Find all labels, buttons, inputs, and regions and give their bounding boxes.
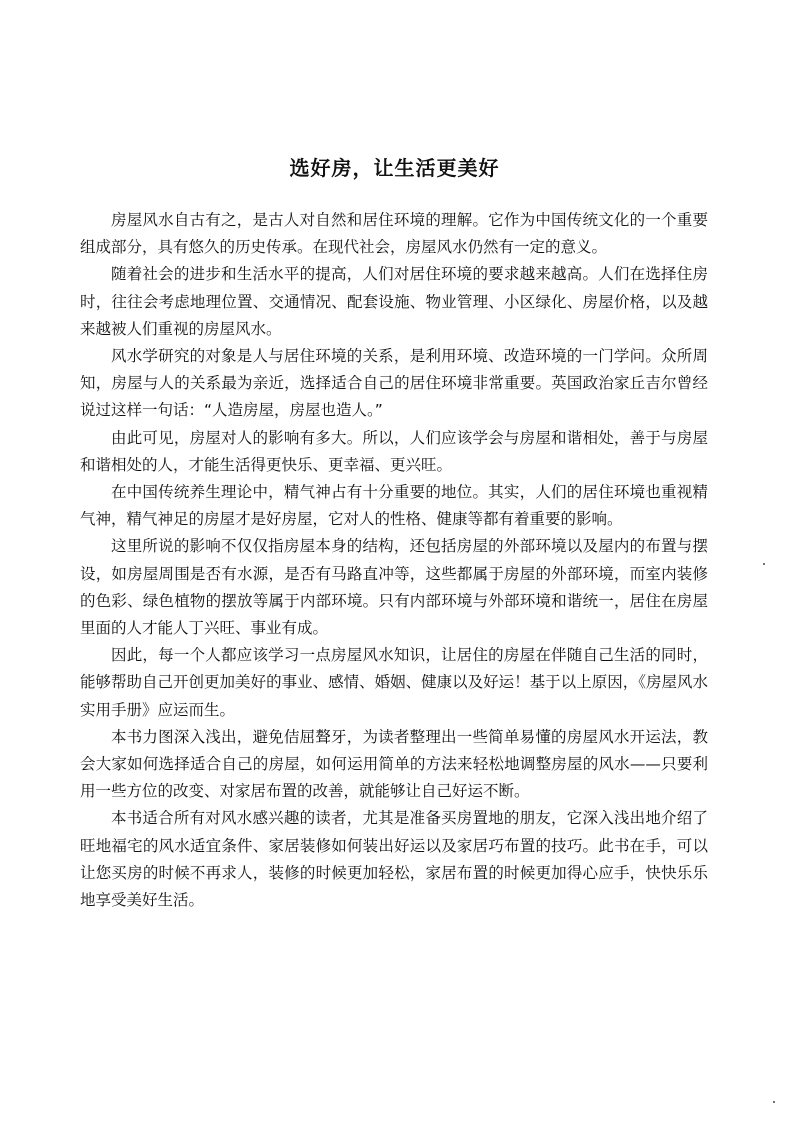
paragraph: 由此可见，房屋对人的影响有多大。所以，人们应该学会与房屋和谐相处，善于与房屋和谐相处的人，才能生活得更快乐、更幸福、更兴旺。 [80,428,708,474]
body-text [80,207,708,914]
scan-speck [763,563,765,565]
paragraph: 这里所说的影响不仅仅指房屋本身的结构，还包括房屋的外部环境以及屋内的布置与摆设，如房屋周围是否有水源，是否有马路直冲等，这些都属于房屋的外部环境，而室内装修的色彩、绿色植物的摆放等属于内部环境。只有内部环境与外部环境和谐统一，居住在房屋里面的人才能人丁兴旺、事业有成。 [80,537,708,638]
paragraph: 在中国传统养生理论中，精气神占有十分重要的地位。其实，人们的居住环境也重视精气神，精气神足的房屋才是好房屋，它对人的性格、健康等都有着重要的影响。 [80,483,708,529]
page-title: 选好房，让生活更美好 [289,156,500,180]
scan-speck [773,1101,775,1103]
paragraph: 风水学研究的对象是人与居住环境的关系，是利用环境、改造环境的一门学问。众所周知，房屋与人的关系最为亲近，选择适合自己的居住环境非常重要。英国政治家丘吉尔曾经说过这样一句话：“人造房屋，房屋也造人。” [80,347,708,420]
paragraph: 本书适合所有对风水感兴趣的读者，尤其是准备买房置地的朋友，它深入浅出地介绍了旺地福宅的风水适宜条件、家居装修如何装出好运以及家居巧布置的技巧。此书在手，可以让您买房的时候不再求人，装修的时候更加轻松，家居布置的时候更加得心应手，快快乐乐地享受美好生活。 [80,809,708,910]
paragraph: 房屋风水自古有之，是古人对自然和居住环境的理解。它作为中国传统文化的一个重要组成部分，具有悠久的历史传承。在现代社会，房屋风水仍然有一定的意义。 [80,211,708,257]
paragraph: 随着社会的进步和生活水平的提高，人们对居住环境的要求越来越高。人们在选择住房时，往往会考虑地理位置、交通情况、配套设施、物业管理、小区绿化、房屋价格，以及越来越被人们重视的房屋风水。 [80,265,708,338]
paragraph: 本书力图深入浅出，避免佶屈聱牙，为读者整理出一些简单易懂的房屋风水开运法，教会大家如何选择适合自己的房屋，如何运用简单的方法来轻松地调整房屋的风水——只要利用一些方位的改变、对家居布置的改善，就能够让自己好运不断。 [80,727,708,801]
paragraph: 因此，每一个人都应该学习一点房屋风水知识，让居住的房屋在伴随自己生活的同时，能够帮助自己开创更加美好的事业、感情、婚姻、健康以及好运！基于以上原因，《房屋风水实用手册》应运而生。 [80,646,708,719]
